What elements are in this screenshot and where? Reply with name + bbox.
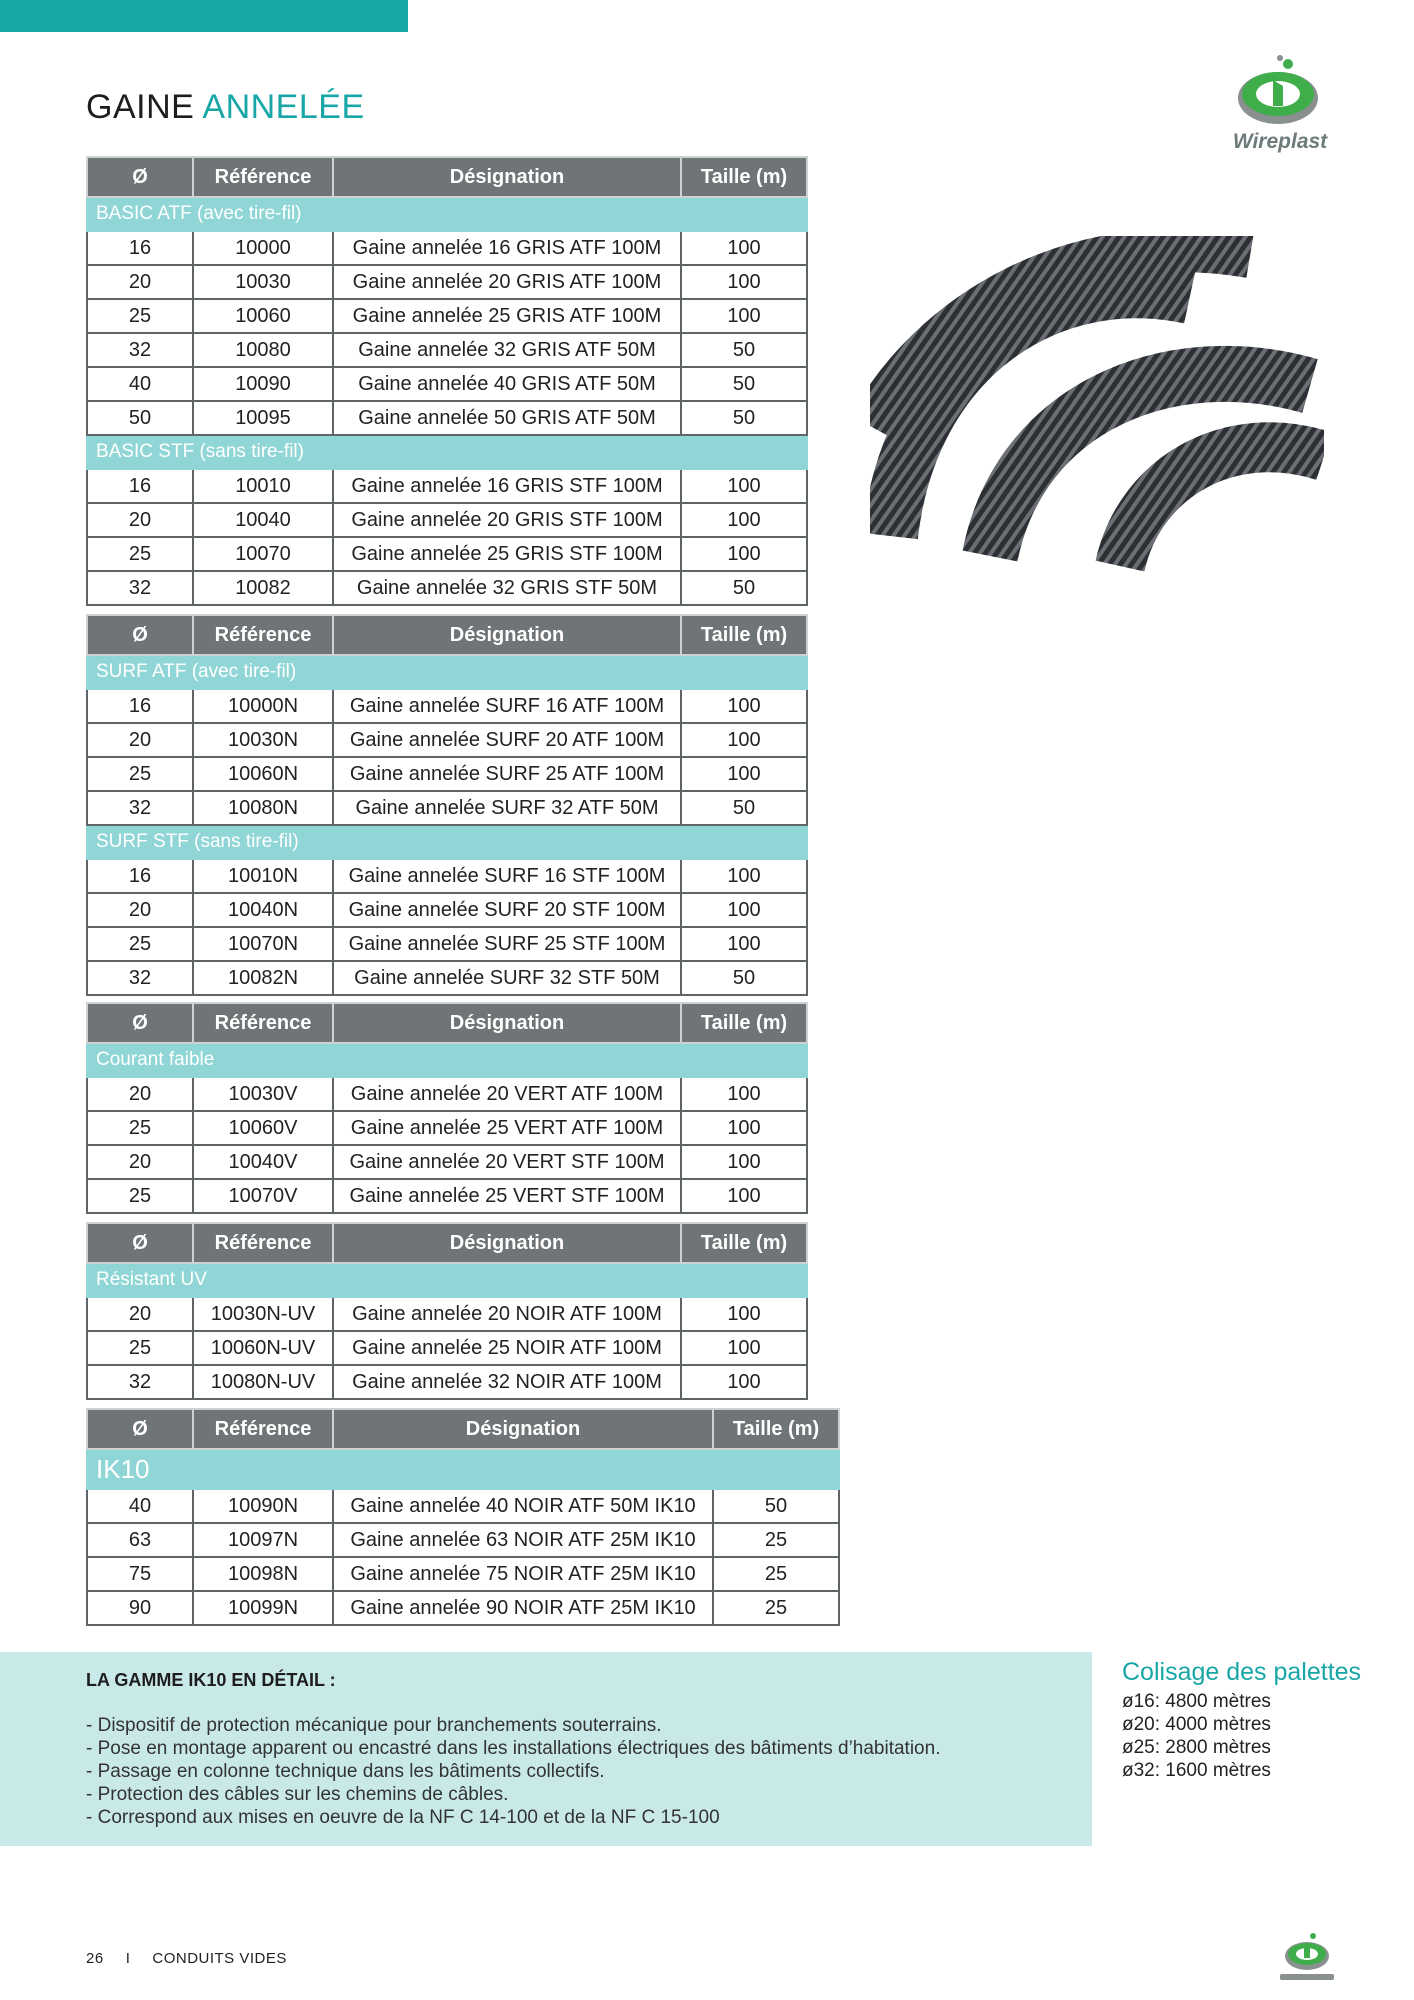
table-row xyxy=(87,1365,807,1399)
table-row xyxy=(87,367,807,401)
cell-reference: 10010 xyxy=(193,469,333,503)
cell-designation: Gaine annelée 32 GRIS STF 50M xyxy=(333,571,681,605)
table-resistant-uv xyxy=(86,1222,808,1400)
cell-size: 25 xyxy=(713,1591,839,1625)
page-footer xyxy=(86,1950,309,1967)
cell-reference: 10082 xyxy=(193,571,333,605)
table-courant-faible xyxy=(86,1002,808,1214)
column-header-reference: Référence xyxy=(193,615,333,655)
table-row xyxy=(87,1145,807,1179)
cell-diameter: 25 xyxy=(87,927,193,961)
cell-diameter: 20 xyxy=(87,723,193,757)
cell-size: 100 xyxy=(681,757,807,791)
table-row xyxy=(87,537,807,571)
cell-reference: 10000N xyxy=(193,689,333,723)
group-header-row xyxy=(87,825,807,859)
cell-reference: 10070N xyxy=(193,927,333,961)
group-header-row xyxy=(87,1263,807,1297)
cell-reference: 10070V xyxy=(193,1179,333,1213)
cell-designation: Gaine annelée 25 NOIR ATF 100M xyxy=(333,1331,681,1365)
cell-reference: 10070 xyxy=(193,537,333,571)
cell-size: 100 xyxy=(681,723,807,757)
cell-designation: Gaine annelée 40 NOIR ATF 50M IK10 xyxy=(333,1489,713,1523)
list-item: - Dispositif de protection mécanique pour branchements souterrains. xyxy=(86,1715,662,1736)
cell-size: 100 xyxy=(681,1145,807,1179)
table-row xyxy=(87,333,807,367)
cell-size: 100 xyxy=(681,469,807,503)
cell-diameter: 32 xyxy=(87,791,193,825)
cell-designation: Gaine annelée 32 NOIR ATF 100M xyxy=(333,1365,681,1399)
title-part-2: ANNELÉE xyxy=(202,88,365,126)
cell-designation: Gaine annelée 20 VERT ATF 100M xyxy=(333,1077,681,1111)
column-header-diameter: Ø xyxy=(87,1409,193,1449)
cell-size: 100 xyxy=(681,503,807,537)
column-header-size: Taille (m) xyxy=(681,1223,807,1263)
group-label: Courant faible xyxy=(87,1043,807,1077)
page-number: 26 xyxy=(86,1950,104,1967)
cell-reference: 10097N xyxy=(193,1523,333,1557)
list-item: - Passage en colonne technique dans les bâtiments collectifs. xyxy=(86,1761,605,1782)
cell-size: 100 xyxy=(681,1297,807,1331)
cell-size: 50 xyxy=(681,367,807,401)
cell-designation: Gaine annelée 32 GRIS ATF 50M xyxy=(333,333,681,367)
table-row xyxy=(87,791,807,825)
cell-designation: Gaine annelée 20 NOIR ATF 100M xyxy=(333,1297,681,1331)
group-label: Résistant UV xyxy=(87,1263,807,1297)
group-header-row xyxy=(87,435,807,469)
group-label: BASIC STF (sans tire-fil) xyxy=(87,435,807,469)
cell-designation: Gaine annelée SURF 32 STF 50M xyxy=(333,961,681,995)
corrugated-conduit-image xyxy=(870,236,1324,572)
table-row xyxy=(87,1111,807,1145)
ik10-feature-list xyxy=(86,1714,940,1829)
table-row xyxy=(87,299,807,333)
cell-designation: Gaine annelée 25 GRIS ATF 100M xyxy=(333,299,681,333)
cell-reference: 10000 xyxy=(193,231,333,265)
brand-name: Wireplast xyxy=(1232,130,1328,153)
cell-diameter: 16 xyxy=(87,231,193,265)
cell-diameter: 25 xyxy=(87,299,193,333)
cell-size: 100 xyxy=(681,299,807,333)
cell-designation: Gaine annelée 90 NOIR ATF 25M IK10 xyxy=(333,1591,713,1625)
page-title xyxy=(86,88,365,127)
cell-designation: Gaine annelée 63 NOIR ATF 25M IK10 xyxy=(333,1523,713,1557)
cell-size: 100 xyxy=(681,1331,807,1365)
table-row xyxy=(87,689,807,723)
cell-diameter: 20 xyxy=(87,893,193,927)
cell-diameter: 50 xyxy=(87,401,193,435)
cell-size: 25 xyxy=(713,1557,839,1591)
table-row xyxy=(87,723,807,757)
cell-size: 100 xyxy=(681,1111,807,1145)
group-label: SURF STF (sans tire-fil) xyxy=(87,825,807,859)
column-header-reference: Référence xyxy=(193,1003,333,1043)
cell-size: 100 xyxy=(681,689,807,723)
column-header-reference: Référence xyxy=(193,157,333,197)
pallet-packing-list xyxy=(1122,1690,1271,1782)
table-header-row xyxy=(87,1223,807,1263)
table-row xyxy=(87,231,807,265)
cell-diameter: 25 xyxy=(87,1331,193,1365)
column-header-reference: Référence xyxy=(193,1223,333,1263)
cell-reference: 10040N xyxy=(193,893,333,927)
cell-size: 100 xyxy=(681,1365,807,1399)
cell-size: 100 xyxy=(681,1179,807,1213)
group-header-row xyxy=(87,655,807,689)
column-header-size: Taille (m) xyxy=(681,1003,807,1043)
cell-size: 50 xyxy=(713,1489,839,1523)
table-row xyxy=(87,1179,807,1213)
cell-diameter: 16 xyxy=(87,859,193,893)
cell-size: 50 xyxy=(681,333,807,367)
list-item: - Protection des câbles sur les chemins de câbles. xyxy=(86,1784,509,1805)
table-basic xyxy=(86,156,808,606)
cell-designation: Gaine annelée 75 NOIR ATF 25M IK10 xyxy=(333,1557,713,1591)
cell-designation: Gaine annelée 16 GRIS STF 100M xyxy=(333,469,681,503)
column-header-designation: Désignation xyxy=(333,1223,681,1263)
cell-diameter: 32 xyxy=(87,961,193,995)
cell-designation: Gaine annelée 50 GRIS ATF 50M xyxy=(333,401,681,435)
table-header-row xyxy=(87,1409,839,1449)
cell-diameter: 90 xyxy=(87,1591,193,1625)
cell-size: 25 xyxy=(713,1523,839,1557)
table-row xyxy=(87,893,807,927)
cell-designation: Gaine annelée 25 VERT ATF 100M xyxy=(333,1111,681,1145)
cell-diameter: 63 xyxy=(87,1523,193,1557)
table-header-row xyxy=(87,615,807,655)
cell-reference: 10098N xyxy=(193,1557,333,1591)
cell-reference: 10080 xyxy=(193,333,333,367)
cell-diameter: 20 xyxy=(87,1145,193,1179)
cell-size: 50 xyxy=(681,961,807,995)
table-surf xyxy=(86,614,808,996)
ik10-heading: LA GAMME IK10 EN DÉTAIL : xyxy=(86,1670,336,1690)
cell-diameter: 25 xyxy=(87,757,193,791)
table-row xyxy=(87,927,807,961)
cell-diameter: 40 xyxy=(87,367,193,401)
cell-diameter: 16 xyxy=(87,469,193,503)
cell-reference: 10040 xyxy=(193,503,333,537)
cell-diameter: 25 xyxy=(87,1179,193,1213)
footer-separator: I xyxy=(125,1950,131,1967)
cell-reference: 10090N xyxy=(193,1489,333,1523)
cell-reference: 10080N xyxy=(193,791,333,825)
table-header-row xyxy=(87,1003,807,1043)
column-header-designation: Désignation xyxy=(333,1003,681,1043)
cell-reference: 10090 xyxy=(193,367,333,401)
cell-diameter: 25 xyxy=(87,537,193,571)
cell-size: 50 xyxy=(681,401,807,435)
cell-size: 100 xyxy=(681,265,807,299)
cell-size: 100 xyxy=(681,231,807,265)
column-header-diameter: Ø xyxy=(87,157,193,197)
cell-designation: Gaine annelée 20 GRIS ATF 100M xyxy=(333,265,681,299)
cell-diameter: 20 xyxy=(87,1077,193,1111)
list-item: - Correspond aux mises en oeuvre de la NF C 14-100 et de la NF C 15-100 xyxy=(86,1807,720,1828)
table-row xyxy=(87,265,807,299)
column-header-size: Taille (m) xyxy=(713,1409,839,1449)
cell-reference: 10082N xyxy=(193,961,333,995)
table-row xyxy=(87,961,807,995)
cell-diameter: 20 xyxy=(87,503,193,537)
column-header-size: Taille (m) xyxy=(681,615,807,655)
table-row xyxy=(87,401,807,435)
cell-reference: 10030N xyxy=(193,723,333,757)
cell-diameter: 25 xyxy=(87,1111,193,1145)
cell-reference: 10060N-UV xyxy=(193,1331,333,1365)
cell-designation: Gaine annelée SURF 32 ATF 50M xyxy=(333,791,681,825)
cell-reference: 10060N xyxy=(193,757,333,791)
list-item: ø25: 2800 mètres xyxy=(1122,1737,1271,1758)
cell-diameter: 32 xyxy=(87,571,193,605)
group-label: IK10 xyxy=(87,1449,839,1489)
table-row xyxy=(87,1591,839,1625)
group-label: BASIC ATF (avec tire-fil) xyxy=(87,197,807,231)
column-header-designation: Désignation xyxy=(333,157,681,197)
table-row xyxy=(87,503,807,537)
cell-designation: Gaine annelée 40 GRIS ATF 50M xyxy=(333,367,681,401)
table-row xyxy=(87,571,807,605)
cell-diameter: 75 xyxy=(87,1557,193,1591)
cell-size: 50 xyxy=(681,571,807,605)
list-item: - Pose en montage apparent ou encastré dans les installations électriques des bâtiments d’habitation. xyxy=(86,1738,941,1759)
title-part-1: GAINE xyxy=(86,88,195,126)
cell-size: 100 xyxy=(681,927,807,961)
cell-reference: 10080N-UV xyxy=(193,1365,333,1399)
table-row xyxy=(87,1297,807,1331)
cell-diameter: 32 xyxy=(87,1365,193,1399)
column-header-diameter: Ø xyxy=(87,615,193,655)
group-header-row xyxy=(87,1043,807,1077)
cell-size: 50 xyxy=(681,791,807,825)
column-header-designation: Désignation xyxy=(333,1409,713,1449)
table-row xyxy=(87,859,807,893)
cell-designation: Gaine annelée SURF 16 ATF 100M xyxy=(333,689,681,723)
column-header-diameter: Ø xyxy=(87,1003,193,1043)
table-row xyxy=(87,1557,839,1591)
cell-reference: 10030 xyxy=(193,265,333,299)
cell-reference: 10010N xyxy=(193,859,333,893)
section-name: CONDUITS VIDES xyxy=(152,1950,287,1967)
list-item: ø16: 4800 mètres xyxy=(1122,1691,1271,1712)
cell-reference: 10099N xyxy=(193,1591,333,1625)
column-header-reference: Référence xyxy=(193,1409,333,1449)
column-header-size: Taille (m) xyxy=(681,157,807,197)
cell-reference: 10040V xyxy=(193,1145,333,1179)
group-header-row xyxy=(87,197,807,231)
pallet-packing-title: Colisage des palettes xyxy=(1122,1658,1362,1686)
wireplast-footer-logo-icon xyxy=(1272,1930,1342,1986)
cell-reference: 10030N-UV xyxy=(193,1297,333,1331)
cell-designation: Gaine annelée SURF 25 ATF 100M xyxy=(333,757,681,791)
list-item: ø32: 1600 mètres xyxy=(1122,1760,1271,1781)
column-header-designation: Désignation xyxy=(333,615,681,655)
table-header-row xyxy=(87,157,807,197)
cell-size: 100 xyxy=(681,1077,807,1111)
table-row xyxy=(87,1489,839,1523)
cell-designation: Gaine annelée 20 GRIS STF 100M xyxy=(333,503,681,537)
cell-designation: Gaine annelée 25 GRIS STF 100M xyxy=(333,537,681,571)
cell-diameter: 16 xyxy=(87,689,193,723)
cell-reference: 10095 xyxy=(193,401,333,435)
table-row xyxy=(87,1331,807,1365)
cell-diameter: 20 xyxy=(87,1297,193,1331)
cell-diameter: 20 xyxy=(87,265,193,299)
cell-designation: Gaine annelée 20 VERT STF 100M xyxy=(333,1145,681,1179)
table-row xyxy=(87,469,807,503)
table-row xyxy=(87,1523,839,1557)
cell-reference: 10030V xyxy=(193,1077,333,1111)
group-header-row xyxy=(87,1449,839,1489)
top-accent-bar xyxy=(0,0,408,32)
group-label: SURF ATF (avec tire-fil) xyxy=(87,655,807,689)
list-item: ø20: 4000 mètres xyxy=(1122,1714,1271,1735)
cell-designation: Gaine annelée SURF 16 STF 100M xyxy=(333,859,681,893)
table-ik10 xyxy=(86,1408,840,1626)
table-row xyxy=(87,1077,807,1111)
cell-size: 100 xyxy=(681,859,807,893)
cell-designation: Gaine annelée 25 VERT STF 100M xyxy=(333,1179,681,1213)
cell-diameter: 32 xyxy=(87,333,193,367)
cell-size: 100 xyxy=(681,893,807,927)
cell-size: 100 xyxy=(681,537,807,571)
cell-designation: Gaine annelée 16 GRIS ATF 100M xyxy=(333,231,681,265)
cell-designation: Gaine annelée SURF 20 STF 100M xyxy=(333,893,681,927)
column-header-diameter: Ø xyxy=(87,1223,193,1263)
cell-diameter: 40 xyxy=(87,1489,193,1523)
cell-designation: Gaine annelée SURF 20 ATF 100M xyxy=(333,723,681,757)
table-row xyxy=(87,757,807,791)
cell-designation: Gaine annelée SURF 25 STF 100M xyxy=(333,927,681,961)
cell-reference: 10060V xyxy=(193,1111,333,1145)
cell-reference: 10060 xyxy=(193,299,333,333)
